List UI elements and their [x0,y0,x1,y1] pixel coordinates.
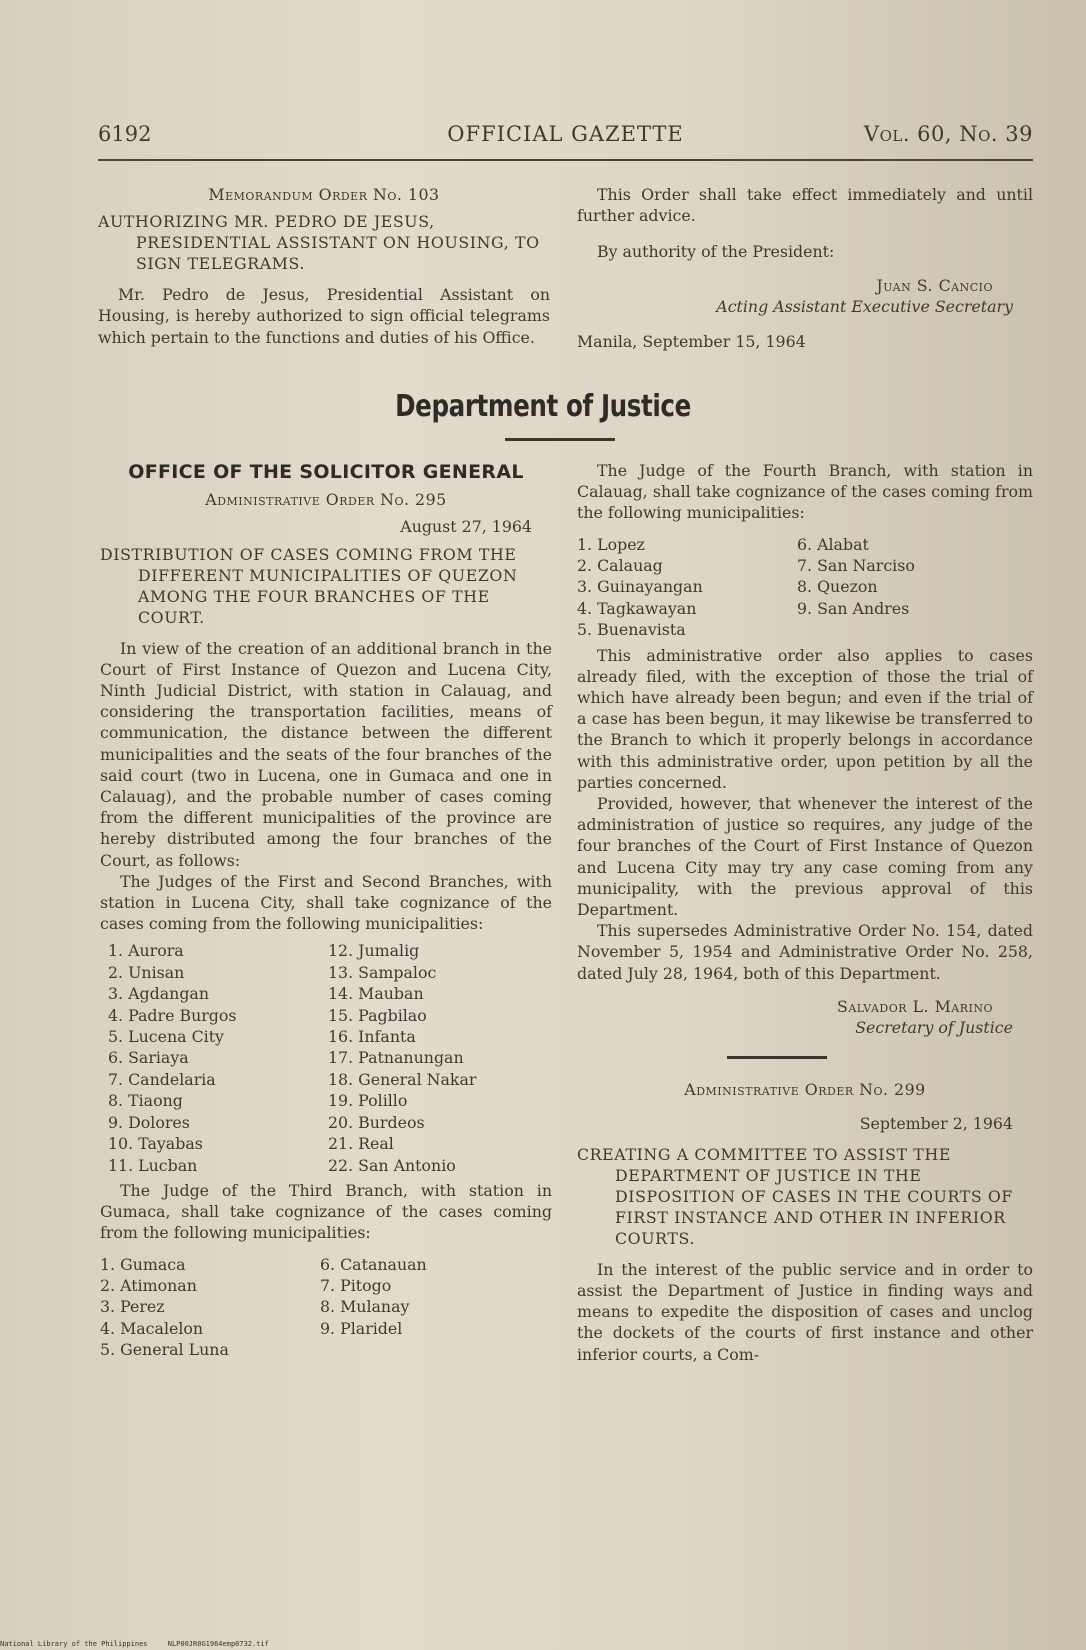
list-item: 11. Lucban [108,1155,198,1175]
ao295-para7: This supersedes Administrative Order No. 154, dated November 5, 1954 and Administrative Order No. 258, dated July 28, 1964, both of this Department. [577,921,1033,983]
ao299-para1: In the interest of the public service and in order to assist the Department of Justice in finding ways and means to expedite the disposition of cases and unclog the dockets of the courts of first instance and other inferior courts, a Com- [577,1259,1033,1364]
list-item: 21. Real [328,1134,394,1154]
list-item: 3. Agdangan [108,984,210,1004]
list-item: 9. Dolores [108,1112,190,1132]
list-item: 2. Atimonan [100,1275,197,1295]
municipality-list-2 [100,1254,552,1361]
list-item: 13. Sampaloc [328,962,437,982]
ao299-date: September 2, 1964 [859,1113,1013,1133]
list-item: 12. Jumalig [328,941,420,961]
list-item: 14. Mauban [328,984,424,1004]
memo-effect: This Order shall take effect immediately and until further advice. [577,185,1033,226]
list-item: 3. Perez [100,1297,165,1317]
list-item: 4. Tagkawayan [577,598,697,618]
memo-authority: By authority of the President: [597,242,835,262]
list-item: 4. Padre Burgos [108,1005,237,1025]
department-heading: Department of Justice [395,389,691,424]
list-item: 5. Lucena City [108,1027,224,1047]
ao295-heading: Administrative Order No. 295 [205,490,447,510]
list-item: 17. Patnanungan [328,1048,464,1068]
memo-signer-name: Juan S. Cancio [876,275,993,295]
memo-left-column [98,184,550,348]
list-item: 6. Sariaya [108,1048,189,1068]
ao295-signer-title: Secretary of Justice [855,1018,1013,1038]
department-rule [505,438,615,441]
list-item: 7. Pitogo [320,1275,392,1295]
ao295-para2: The Judges of the First and Second Branches, with station in Lucena City, shall take cognizance of the cases coming from the following municipalities: [100,871,552,934]
list-item: 20. Burdeos [328,1112,425,1132]
list-item: 9. Plaridel [320,1318,403,1338]
list-item: 3. Guinayangan [577,577,703,597]
municipality-list-3 [577,534,1033,641]
list-item: 8. Quezon [797,577,878,597]
memo-heading: Memorandum Order No. 103 [208,185,440,204]
memo-body: Mr. Pedro de Jesus, Presidential Assistant on Housing, is hereby authorized to sign official telegrams which pertain to the functions and duties of his Office. [98,285,550,347]
ao299-heading: Administrative Order No. 299 [684,1080,926,1100]
list-item: 9. San Andres [797,598,910,618]
footer-file: NLP00JR0G1964emp0732.tif [167,1640,269,1648]
ao299-title: CREATING A COMMITTEE TO ASSIST THE DEPARTMENT OF JUSTICE IN THE DISPOSITION OF CASES IN THE COURTS OF FIRST INSTANCE AND OTHER IN INFERIOR COURTS. [577,1144,1013,1248]
memo-place-date: Manila, September 15, 1964 [577,332,806,352]
list-item: 2. Unisan [108,962,185,982]
ao295-signer-name: Salvador L. Marino [837,996,993,1016]
municipality-list-1 [100,940,552,1175]
list-item: 7. San Narciso [797,556,915,576]
memo-title: AUTHORIZING MR. PEDRO DE JESUS, PRESIDENTIAL ASSISTANT ON HOUSING, TO SIGN TELEGRAMS. [98,212,540,274]
list-item: 5. Buenavista [577,620,686,640]
list-item: 1. Aurora [108,941,184,961]
list-item: 7. Candelaria [108,1069,216,1089]
list-item: 8. Tiaong [108,1091,183,1111]
list-item: 1. Lopez [577,534,645,554]
publication-title: OFFICIAL GAZETTE [447,122,684,146]
list-item: 8. Mulanay [320,1297,410,1317]
list-item: 1. Gumaca [100,1254,186,1274]
ao295-date: August 27, 1964 [400,517,532,537]
footer-library: National Library of the Philippines [0,1640,148,1648]
list-item: 15. Pagbilao [328,1005,427,1025]
header-rule [98,159,1033,161]
list-item: 2. Calauag [577,556,663,576]
ao295-para3: The Judge of the Third Branch, with station in Gumaca, shall take cognizance of the cases coming from the following municipalities: [100,1180,552,1243]
list-item: 19. Polillo [328,1091,408,1111]
ao295-para1: In view of the creation of an additional branch in the Court of First Instance of Quezon and Lucena City, Ninth Judicial District, with station in Calauag, and considering the transportation facilities, means of communication, the distance between the different municipalities and the seats of the four branches of the said court (two in Lucena, one in Gumaca and one in Calauag), and the probable number of cases coming from the different municipalities of the province are hereby distributed among the four branches of the Court, as follows: [100,638,552,870]
list-item [320,1339,540,1360]
office-heading: OFFICE OF THE SOLICITOR GENERAL [128,461,524,483]
list-item: 4. Macalelon [100,1318,204,1338]
volume-number: Vol. 60, No. 39 [863,122,1033,146]
list-item: 18. General Nakar [328,1069,477,1089]
list-item: 5. General Luna [100,1340,229,1360]
ao295-title: DISTRIBUTION OF CASES COMING FROM THE DIFFERENT MUNICIPALITIES OF QUEZON AMONG THE FOUR BRANCHES OF THE COURT. [100,544,518,627]
ao295-para4: The Judge of the Fourth Branch, with station in Calauag, shall take cognizance of the cases coming from the following municipalities: [577,461,1033,523]
list-item: 6. Alabat [797,534,869,554]
list-item: 16. Infanta [328,1027,416,1047]
list-item: 22. San Antonio [328,1155,456,1175]
page-number: 6192 [98,122,152,146]
osg-right-column [577,460,1033,1365]
section-divider [727,1056,827,1059]
page-header [98,122,1033,152]
list-item: 6. Catanauan [320,1254,427,1274]
memo-right-column [577,184,1033,352]
ao295-para6: Provided, however, that whenever the interest of the administration of justice so requires, any judge of the four branches of the Court of First Instance of Quezon and Lucena City may try any case coming from any municipality, with the previous approval of this Department. [577,794,1033,920]
memo-signer-title: Acting Assistant Executive Secretary [716,296,1013,316]
list-item: 10. Tayabas [108,1134,203,1154]
ao295-para5: This administrative order also applies to cases already filed, with the exception of those the trial of which have already been begun; and even if the trial of a case has been begun, it may likewise be transferred to the Branch to which it properly belongs in accordance with this administrative order, upon petition by all the parties concerned. [577,645,1033,792]
osg-left-column [100,462,552,1365]
list-item [797,619,1017,640]
scan-footer [0,1640,285,1648]
